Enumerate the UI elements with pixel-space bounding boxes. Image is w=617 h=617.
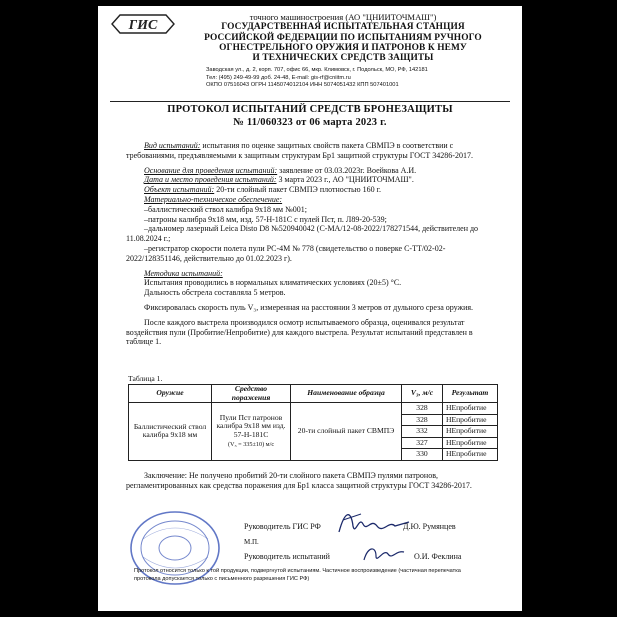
footer-note (134, 568, 494, 584)
ammo-name: Пули Пст патронов калибра 9x18 мм изд. 57-Н-181С (216, 412, 286, 439)
method-heading (126, 269, 498, 279)
sample-cell: 20-ти слойный пакет СВМПЭ (291, 403, 402, 461)
ammo-cell (212, 403, 291, 461)
equipment-item: –баллистический ствол калибра 9x18 мм №001; (144, 204, 307, 214)
velocity-cell: 330 (402, 449, 443, 461)
logo-text: ГИС (128, 18, 158, 33)
gis-logo (110, 12, 176, 36)
document-title (98, 104, 522, 129)
result-cell: НЕпробитие (443, 449, 498, 461)
table-row (129, 403, 498, 415)
tester-signature-icon (360, 542, 408, 566)
ammo-speed: (V₃ = 335±10) м/с (227, 440, 275, 448)
org-name-line: РОССИЙСКОЙ ФЕДЕРАЦИИ ПО ИСПЫТАНИЯМ РУЧНОГО (204, 32, 482, 43)
head-name: Д.Ю. Румянцев (403, 522, 456, 531)
velocity-cell: 328 (402, 414, 443, 426)
result-cell: НЕпробитие (443, 437, 498, 449)
col-sample: Наименование образца (291, 385, 402, 403)
method-line: Фиксировалась скорость пуль V₃, измеренная на расстоянии 3 метров от дульного среза оружия. (144, 302, 474, 312)
result-cell: НЕпробитие (443, 414, 498, 426)
phone-email: Тел: (495) 249-49-99 доб. 24-48, E-mail: gis-rf@cniitm.ru (206, 74, 351, 81)
tester-title: Руководитель испытаний (244, 552, 330, 561)
equipment-item: –патроны калибра 9x18 мм, изд. 57-Н-181С с пулей Пст, п. Л89-20-539; (144, 214, 387, 224)
object-text: 20-ти слойный пакет СВМПЭ плотностью 160 г. (214, 185, 382, 195)
table-caption: Таблица 1. (128, 374, 163, 383)
velocity-cell: 332 (402, 426, 443, 438)
seal-place: М.П. (244, 538, 259, 546)
col-result: Результат (443, 385, 498, 403)
organization-block (188, 12, 498, 63)
basis-paragraph (126, 166, 498, 176)
document-page (98, 6, 522, 611)
col-ammo: Средство поражения (212, 385, 291, 403)
conclusion: Заключение: Не получено пробитий 20-ти слойного пакета СВМПЭ пулями патронов, регламентированных как средства поражения для Бр1 класса защитной структуры ГОСТ 34286-2017. (126, 471, 472, 490)
org-parent: точного машиностроения (АО "ЦНИИТОЧМАШ") (249, 12, 437, 22)
basis-label: Основание для проведения испытаний: (144, 165, 278, 175)
header-divider (110, 101, 510, 102)
head-signature-icon (333, 506, 413, 540)
registration-codes: ОКПО 07516043 ОГРН 1145074012104 ИНН 5074051432 КПП 507401001 (206, 82, 399, 89)
table-header-row (129, 385, 498, 403)
test-type-paragraph (126, 141, 498, 161)
result-cell: НЕпробитие (443, 403, 498, 415)
velocity-cell: 328 (402, 403, 443, 415)
object-paragraph (126, 185, 498, 195)
object-label: Объект испытаний: (144, 185, 215, 195)
method-label: Методика испытаний: (144, 268, 223, 278)
col-velocity: V₃, м/с (402, 385, 443, 403)
test-type-label: Вид испытаний: (144, 141, 201, 150)
velocity-cell: 327 (402, 437, 443, 449)
org-name-line: И ТЕХНИЧЕСКИХ СРЕДСТВ ЗАЩИТЫ (252, 53, 434, 64)
head-title: Руководитель ГИС РФ (244, 522, 321, 531)
footer-line: протокола допускается только с письменного разрешения ГИС РФ) (134, 575, 310, 582)
method-line: Дальность обстрела составляла 5 метров. (144, 288, 286, 298)
method-line: Испытания проводились в нормальных климатических условиях (20±5) °С. (144, 278, 402, 288)
date-label: Дата и место проведения испытаний: (144, 175, 277, 185)
tester-name: О.И. Феклина (414, 552, 462, 561)
results-table (128, 384, 498, 461)
equipment-heading (126, 195, 498, 205)
test-type-text: испытания по оценке защитных свойств пакета СВМПЭ в соответствии с требованиями, предъявляемыми к защитным структурам Бр1 защитной структуры ГОСТ 34286-2017. (126, 141, 473, 160)
method-line: После каждого выстрела производился осмотр испытываемого образца, оценивался результат воздействия пули (Пробитие/Непробитие) для каждого выстрела. Результат испытаний представлен в таблице 1. (126, 317, 473, 347)
date-text: 3 марта 2023 г., АО "ЦНИИТОЧМАШ". (276, 175, 414, 185)
weapon-cell: Баллистический ствол калибра 9x18 мм (129, 403, 212, 461)
org-name-line: ГОСУДАРСТВЕННАЯ ИСПЫТАТЕЛЬНАЯ СТАНЦИЯ (221, 22, 465, 33)
equipment-item: –регистратор скорости полета пули РС-4М № 778 (свидетельство о поверке С-ТТ/02-02-2022/128351146, действительно до 01.02.2023 г). (126, 243, 446, 263)
date-paragraph (126, 175, 498, 185)
contact-block (206, 67, 506, 90)
org-name-line: ОГНЕСТРЕЛЬНОГО ОРУЖИЯ И ПАТРОНОВ К НЕМУ (219, 42, 467, 53)
footer-line: Протокол относится только к той продукции, подвергнутой испытаниям. Частичное воспроизведение (частичная перепечатка (134, 568, 461, 574)
equipment-item: –дальномер лазерный Leica Disto D8 №520940042 (С-МА/12-08-2022/178271544, действителен до 11.08.2024 г.; (126, 224, 479, 244)
title-number: № 11/060323 от 06 марта 2023 г. (233, 116, 387, 128)
basis-text: заявление от 03.03.2023г. Воейкова А.И. (277, 165, 417, 175)
equipment-label: Материально-техническое обеспечение: (144, 194, 283, 204)
address: Заводская ул., д. 2, корп. 707, офис 66, мкр. Климовск, г. Подольск, МО, РФ, 142181 (206, 67, 428, 73)
title-line1: ПРОТОКОЛ ИСПЫТАНИЙ СРЕДСТВ БРОНЕЗАЩИТЫ (167, 104, 453, 115)
document-body (126, 141, 498, 347)
col-weapon: Оружие (129, 385, 212, 403)
result-cell: НЕпробитие (443, 426, 498, 438)
